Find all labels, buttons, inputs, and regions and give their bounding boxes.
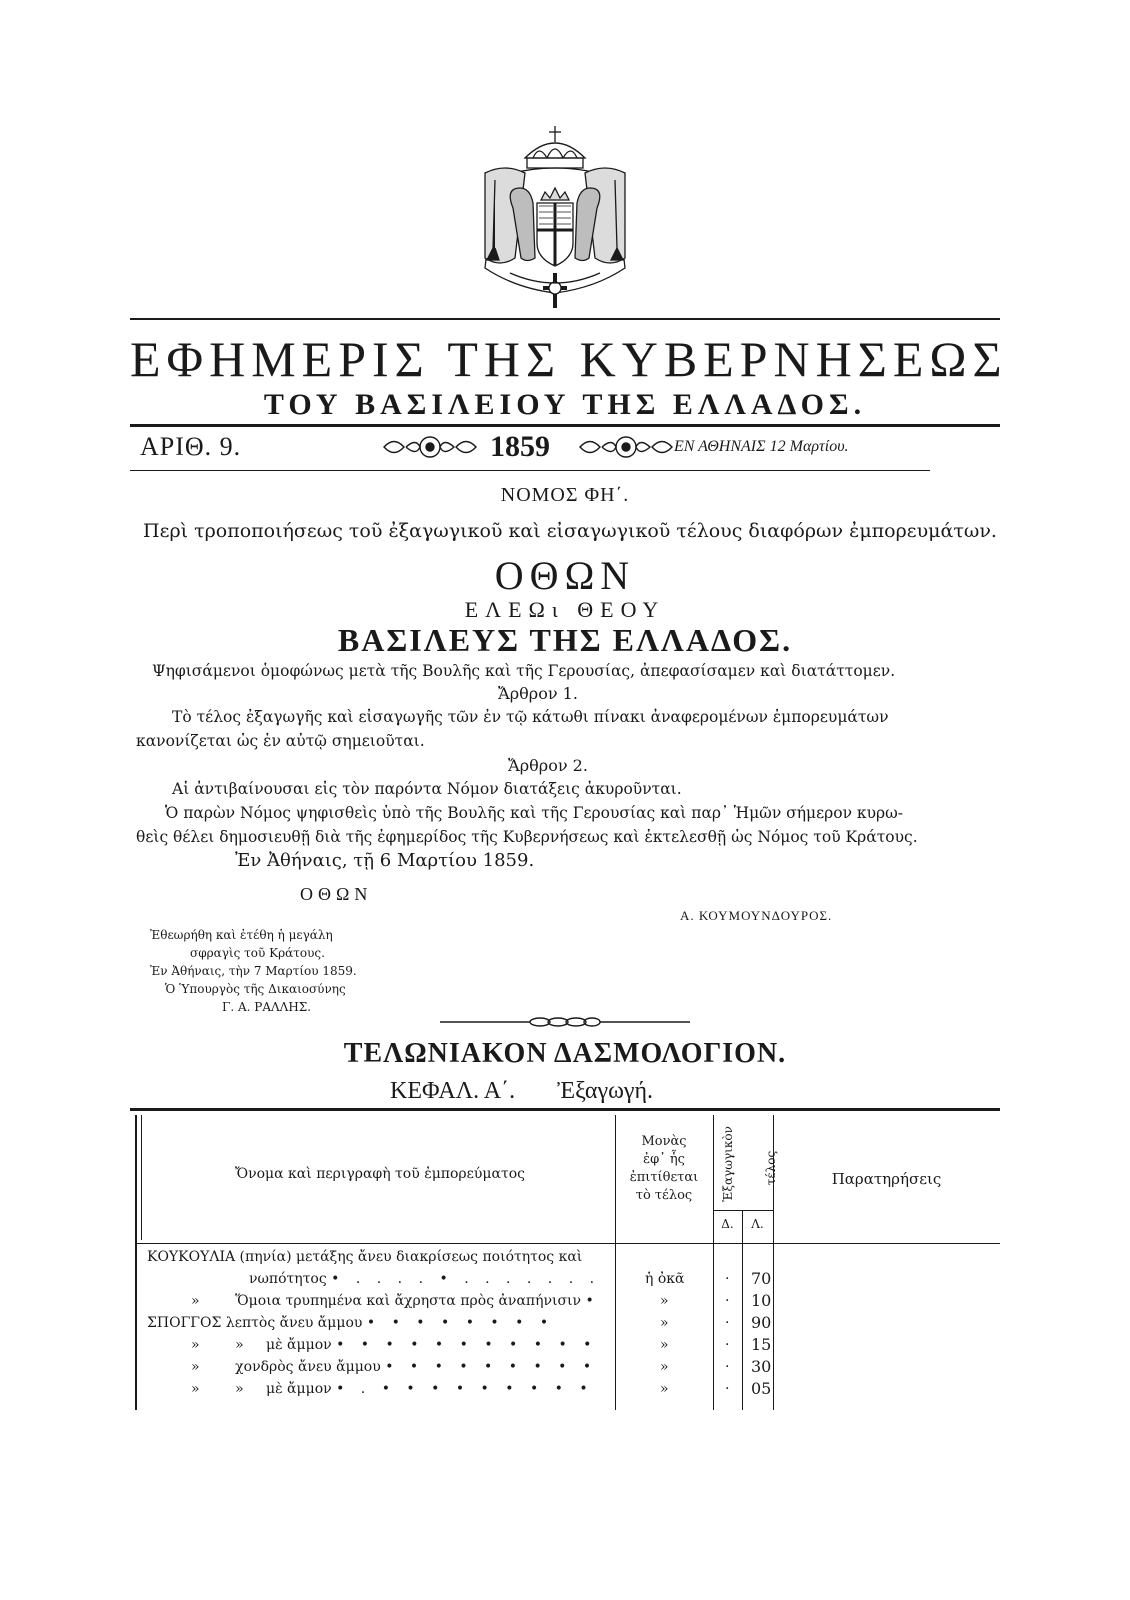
header-unit-line-2: ἐφ᾽ ἧς xyxy=(643,1152,685,1167)
header-unit-line-4: τὸ τέλος xyxy=(635,1188,693,1203)
table-row: ΚΟΥΚΟΥΛΙΑ (πηνία) μετάξης ἄνευ διακρίσεως ποιότητος καὶ xyxy=(147,1249,583,1265)
row-leader-dots: • . • • • • • • • • • xyxy=(336,1381,594,1397)
closing-line-1: Ὁ παρὼν Νόμος ψηφισθεὶς ὑπὸ τῆς Βουλῆς καὶ τῆς Γερουσίας καὶ παρ᾽ Ἡμῶν σήμερον κυρω- xyxy=(165,804,904,822)
table-row xyxy=(191,1381,594,1397)
col-divider-export xyxy=(713,1115,714,1410)
masthead-rule xyxy=(130,424,1000,427)
issue-rule xyxy=(130,470,930,471)
row-drachmae: · xyxy=(725,1381,730,1397)
row-leader-dots: • xyxy=(585,1293,600,1309)
tariff-table xyxy=(135,1115,1000,1415)
king-name: ΟΘΩΝ xyxy=(494,553,636,598)
place-and-date: Ἐν Ἀθήναις, τῇ 6 Μαρτίου 1859. xyxy=(235,850,535,871)
row-leader-dots: • . . . . • . . . . . . . xyxy=(331,1271,601,1287)
row-description: » χονδρὸς ἄνευ ἄμμου xyxy=(191,1359,381,1375)
law-preamble: Ψηφισάμενοι ὁμοφώνως μετὰ τῆς Βουλῆς καὶ τῆς Γερουσίας, ἀπεφασίσαμεν καὶ διατάττομεν. xyxy=(152,662,896,680)
row-description: ΣΠΟΓΓΟΣ λεπτὸς ἄνευ ἄμμου xyxy=(147,1315,363,1331)
row-drachmae: · xyxy=(725,1359,730,1375)
issue-dateline: ΕΝ ΑΘΗΝΑΙΣ 12 Μαρτίου. xyxy=(674,438,849,455)
row-description: νωπότητος xyxy=(249,1271,327,1287)
row-drachmae: · xyxy=(725,1337,730,1353)
row-drachmae: · xyxy=(725,1315,730,1331)
table-left-inner-border xyxy=(141,1115,142,1240)
article-2-text: Αἱ ἀντιβαίνουσαι εἰς τὸν παρόντα Νόμον διατάξεις ἀκυροῦνται. xyxy=(172,780,682,798)
right-ornament-icon xyxy=(576,434,676,460)
table-row xyxy=(191,1359,597,1375)
gazette-subtitle: ΤΟΥ ΒΑΣΙΛΕΙΟΥ ΤΗΣ ΕΛΛΑΔΟΣ. xyxy=(263,388,867,421)
law-subject: Περὶ τροποποιήσεως τοῦ ἐξαγωγικοῦ καὶ εἰσαγωγικοῦ τέλους διαφόρων ἐμπορευμάτων. xyxy=(143,520,997,542)
table-row xyxy=(191,1337,597,1353)
seal-note-line-1: Ἐθεωρήθη καὶ ἐτέθη ἡ μεγάλη xyxy=(150,928,333,942)
row-lepta: 30 xyxy=(751,1357,772,1376)
row-description: » » μὲ ἄμμον xyxy=(191,1381,332,1397)
article-2-heading: Ἄρθρον 2. xyxy=(508,756,588,775)
header-lepta: Λ. xyxy=(751,1217,764,1231)
seal-note-line-2: σφραγὶς τοῦ Κράτους. xyxy=(190,946,325,960)
royal-coat-of-arms-icon xyxy=(455,118,655,318)
article-1-line-1: Τὸ τέλος ἐξαγωγῆς καὶ εἰσαγωγῆς τῶν ἐν τῷ κάτωθι πίνακι ἀναφερομένων ἐμπορευμάτων xyxy=(172,708,889,726)
table-row xyxy=(249,1271,600,1287)
king-title: ΒΑΣΙΛΕΥΣ ΤΗΣ ΕΛΛΑΔΟΣ. xyxy=(337,622,793,658)
row-leader-dots: • • • • • • • • • xyxy=(385,1359,598,1375)
issue-year: 1859 xyxy=(490,430,550,463)
king-signature: ΟΘΩΝ xyxy=(300,884,373,904)
masthead-top-rule xyxy=(130,318,1000,320)
row-lepta: 15 xyxy=(751,1335,772,1354)
row-unit: » xyxy=(660,1293,669,1309)
row-description: » Ὅμοια τρυπημένα καὶ ἄχρηστα πρὸς ἀναπήνισιν xyxy=(191,1293,582,1309)
table-row xyxy=(191,1293,600,1309)
header-remarks: Παρατηρήσεις xyxy=(831,1170,942,1188)
row-drachmae: · xyxy=(725,1271,730,1287)
row-unit: » xyxy=(660,1315,669,1331)
table-row xyxy=(147,1315,554,1331)
row-lepta: 05 xyxy=(751,1379,772,1398)
table-left-border xyxy=(135,1115,137,1410)
seal-note-line-3: Ἐν Ἀθήναις, τὴν 7 Μαρτίου 1859. xyxy=(150,964,357,978)
chapter-name: Ἐξαγωγή. xyxy=(557,1078,654,1104)
row-description: » » μὲ ἄμμον xyxy=(191,1337,332,1353)
header-duty: τέλος xyxy=(764,1150,778,1186)
row-drachmae: · xyxy=(725,1293,730,1309)
header-export: Ἐξαγωγικὸν xyxy=(721,1126,735,1202)
seal-note-line-5: Γ. Α. ΡΑΛΛΗΣ. xyxy=(222,1000,312,1014)
row-unit: » xyxy=(660,1337,669,1353)
tariff-title: ΤΕΛΩΝΙΑΚΟΝ ΔΑΣΜΟΛΟΓΙΟΝ. xyxy=(343,1038,787,1069)
table-top-rule xyxy=(130,1108,1000,1111)
chapter-heading xyxy=(390,1078,689,1105)
subheader-rule xyxy=(713,1210,773,1211)
chapter-number: ΚΕΦΑΛ. Α΄. xyxy=(390,1078,516,1104)
row-leader-dots: • • • • • • • • • • • xyxy=(336,1337,598,1353)
issue-number: ΑΡΙΘ. 9. xyxy=(140,432,242,461)
issue-year-ornament xyxy=(380,430,680,464)
row-unit: ἡ ὀκᾶ xyxy=(645,1271,685,1287)
closing-line-2: θεὶς θέλει δημοσιευθῇ διὰ τῆς ἐφημερίδος τῆς Κυβερνήσεως καὶ ἐκτελεσθῇ ὡς Νόμος τοῦ Κράτους. xyxy=(136,828,918,846)
header-unit-line-1: Μονὰς xyxy=(641,1134,687,1149)
row-unit: » xyxy=(660,1381,669,1397)
header-drachmae: Δ. xyxy=(721,1217,734,1231)
by-grace-of-god: ΕΛΕΩι ΘΕΟΥ xyxy=(464,597,666,622)
minister-countersignature: Α. ΚΟΥΜΟΥΝΔΟΥΡΟΣ. xyxy=(680,908,833,923)
seal-note-line-4: Ὁ Ὑπουργὸς τῆς Δικαιοσύνης xyxy=(165,982,346,996)
chain-divider-icon xyxy=(440,1016,690,1028)
header-unit-line-3: ἐπιτίθεται xyxy=(629,1170,699,1185)
article-1-heading: Ἄρθρον 1. xyxy=(498,684,578,703)
col-divider-drachmae xyxy=(742,1210,743,1410)
header-name: Ὄνομα καὶ περιγραφὴ τοῦ ἐμπορεύματος xyxy=(234,1166,525,1182)
row-lepta: 70 xyxy=(751,1269,772,1288)
row-lepta: 10 xyxy=(751,1291,772,1310)
row-unit: » xyxy=(660,1359,669,1375)
row-lepta: 90 xyxy=(751,1313,772,1332)
left-ornament-icon xyxy=(380,434,480,460)
article-1-line-2: κανονίζεται ὡς ἐν αὐτῷ σημειοῦται. xyxy=(136,732,425,750)
gazette-title: ΕΦΗΜΕΡΙΣ ΤΗΣ ΚΥΒΕΡΝΗΣΕΩΣ xyxy=(130,331,1008,387)
row-leader-dots: • • • • • • • • xyxy=(366,1315,555,1331)
law-number: ΝΟΜΟΣ ΦΗ΄. xyxy=(500,484,630,506)
header-bottom-rule xyxy=(135,1243,1000,1244)
